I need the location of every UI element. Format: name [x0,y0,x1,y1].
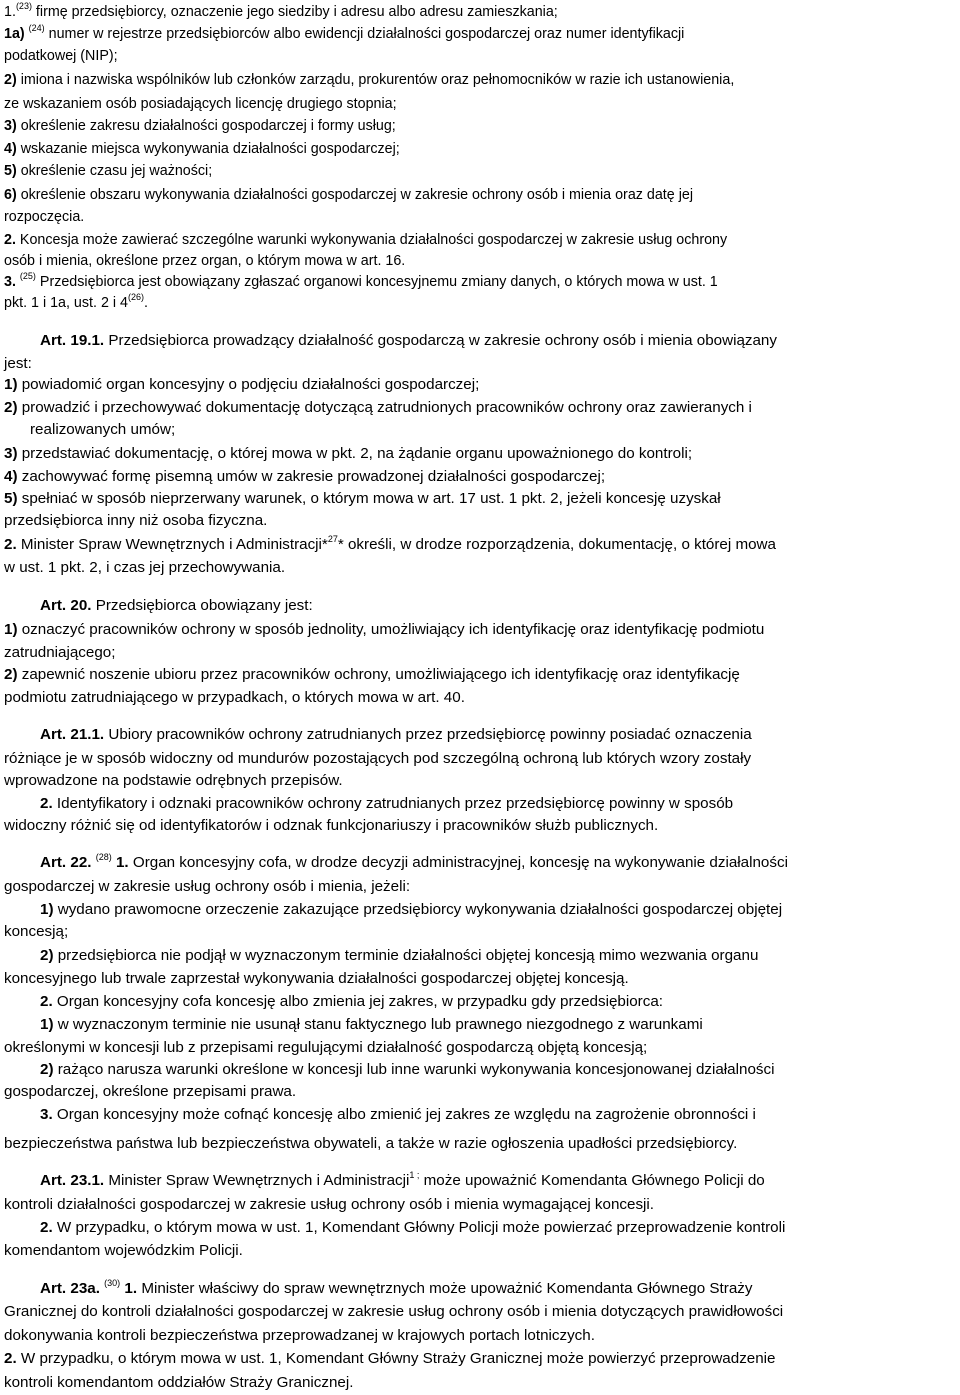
item-marker: 1) [40,1016,54,1033]
item-marker: 6) [4,187,17,203]
text-line [4,230,956,250]
text-segment: jest: [4,355,32,372]
item-marker: 2. [4,1350,17,1367]
footnote-ref: (25) [19,271,36,281]
text-segment: Minister Spraw Wewnętrznych i Administracji [104,1172,410,1189]
text-segment: komendantom wojewódzkim Policji. [4,1242,243,1259]
text-segment: Identyfikatory i odznaki pracowników ochrony zatrudnianych przez przedsiębiorcę powinny w sposób [52,795,734,812]
text-line [4,293,956,313]
text-line [4,643,956,663]
text-segment: osób i mienia, określone przez organ, o którym mowa w art. 16. [4,253,406,269]
text-line [4,70,956,90]
text-segment: wydano prawomocne orzeczenie zakazujące przedsiębiorcy wykonywania działalności gospodarczej objętej [53,901,783,918]
text-line [4,877,956,897]
item-marker: 1) [4,376,18,393]
item-marker: 2) [4,399,18,416]
text-segment: Przedsiębiorca prowadzący działalność gospodarczą w zakresie ochrony osób i mienia obowiązany [104,332,777,349]
text-segment: numer w rejestrze przedsiębiorców albo ewidencji działalności gospodarczej oraz numer identyfikacji [44,26,685,42]
text-line [4,596,956,616]
text-line [4,900,956,920]
text-segment: widoczny różnić się od identyfikatorów i odznak funkcjonariuszy i pracowników służb publicznych. [4,817,659,834]
item-marker: 2. [4,536,17,553]
item-marker: Art. 19.1. [40,332,105,349]
text-segment: * określi, w drodze rozporządzenia, dokumentację, o której mowa [337,536,776,553]
item-marker: 5) [4,490,18,507]
text-line [4,1241,956,1261]
text-segment: określenie czasu jej ważności; [16,163,213,179]
item-marker: 2. [40,1219,53,1236]
footnote-ref: (24) [28,23,45,33]
text-line [4,688,956,708]
item-marker: 2) [40,947,54,964]
text-segment: kontroli komendantom oddziałów Straży Granicznej. [4,1374,354,1391]
text-line [4,1279,956,1299]
text-segment: określenie zakresu działalności gospodarczej i formy usług; [16,118,396,134]
text-line [4,558,956,578]
text-line [4,116,956,136]
item-marker: 1) [4,621,18,638]
text-line [4,251,956,271]
text-line [4,816,956,836]
text-line [4,1302,956,1322]
text-segment: podmiotu zatrudniającego w przypadkach, o których mowa w art. 40. [4,689,465,706]
text-segment: przedsiębiorca nie podjął w wyznaczonym terminie działalności objętej koncesją mimo wezwania organu [53,947,759,964]
item-marker: 1) [40,901,54,918]
item-marker: Art. 23.1. [40,1172,105,1189]
text-segment: Minister właściwy do spraw wewnętrznych może upoważnić Komendanta Głównego Straży [137,1280,753,1297]
text-segment: gospodarczej w zakresie usług ochrony osób i mienia, jeżeli: [4,878,411,895]
text-line [4,1349,956,1369]
text-segment: powiadomić organ koncesyjny o podjęciu działalności gospodarczej; [17,376,480,393]
footnote-ref: (30) [104,1278,121,1288]
text-line [4,398,956,418]
text-segment: ze wskazaniem osób posiadających licencję drugiego stopnia; [4,96,397,112]
item-marker: 5) [4,163,17,179]
text-line [4,1326,956,1346]
text-line [4,1171,956,1191]
text-segment: Organ koncesyjny cofa koncesję albo zmienia jej zakres, w przypadku gdy przedsiębiorca: [52,993,664,1010]
text-line [4,1195,956,1215]
text-line [4,620,956,640]
footnote-ref: (23) [15,1,32,11]
text-segment: określenie obszaru wykonywania działalności gospodarczej w zakresie ochrony osób i mienia oraz datę jej [16,187,693,203]
text-segment: Organ koncesyjny cofa, w drodze decyzji administracyjnej, koncesję na wykonywanie działalności [128,854,788,871]
text-line [4,354,956,374]
text-line [4,139,956,159]
text-segment: W przypadku, o którym mowa w ust. 1, Komendant Główny Policji może powierzać przeprowadzenie kontroli [52,1219,786,1236]
text-segment: zapewnić noszenie ubioru przez pracowników ochrony, umożliwiającego ich identyfikację oraz identyfikację [17,666,740,683]
text-segment: spełniać w sposób nieprzerwany warunek, o którym mowa w art. 17 ust. 1 pkt. 2, jeżeli koncesję uzyskał [17,490,721,507]
footnote-ref: 1 ; [409,1170,420,1180]
item-marker: 3) [4,118,17,134]
text-segment: bezpieczeństwa państwa lub bezpieczeństwa obywateli, a także w razie ogłoszenia upadłości przedsiębiorcy. [4,1135,738,1152]
item-marker: Art. 23a. [40,1280,100,1297]
text-line [4,853,956,873]
text-line [4,272,956,292]
text-segment: rozpoczęcia. [4,209,85,225]
item-marker: 2. [40,993,53,1010]
text-segment: Minister Spraw Wewnętrznych i Administracji* [16,536,328,553]
text-segment: Przedsiębiorca jest obowiązany zgłaszać organowi koncesyjnemu zmiany danych, o których mowa w ust. 1 [35,274,718,290]
text-segment: w ust. 1 pkt. 2, i czas jej przechowywania. [4,559,286,576]
item-marker: Art. 20. [40,597,92,614]
item-marker: 2) [4,666,18,683]
text-segment: wskazanie miejsca wykonywania działalności gospodarczej; [16,141,400,157]
text-line [4,511,956,531]
text-segment: Ubiory pracowników ochrony zatrudnianych przez przedsiębiorcę powinny posiadać oznaczenia [104,726,752,743]
text-line [4,1082,956,1102]
text-line [4,922,956,942]
text-line [4,665,956,685]
text-line [4,375,956,395]
item-marker: 2) [4,72,17,88]
text-line [4,1038,956,1058]
item-marker: 1. [115,854,129,871]
footnote-ref: 27 [327,534,338,544]
text-segment: . [144,295,148,311]
item-marker: 1. [124,1280,138,1297]
text-segment: oznaczyć pracowników ochrony w sposób jednolity, umożliwiający ich identyfikację oraz identyfikację podmiotu [17,621,765,638]
text-segment: przedsiębiorca inny niż osoba fizyczna. [4,512,268,529]
text-segment: 1. [4,4,16,20]
text-segment: określonymi w koncesji lub z przepisami regulującymi działalność gospodarczą objętą koncesją; [4,1039,648,1056]
text-segment: przedstawiać dokumentację, o której mowa w pkt. 2, na żądanie organu upoważnionego do kontroli; [17,445,693,462]
footnote-ref: (26) [127,292,144,302]
text-segment: realizowanych umów; [30,421,176,438]
text-line [4,1015,956,1035]
item-marker: 1a) [4,26,25,42]
text-line [4,2,956,22]
text-line [4,946,956,966]
text-line [4,794,956,814]
text-line [4,161,956,181]
text-segment: pkt. 1 i 1a, ust. 2 i 4 [4,295,128,311]
text-line [4,489,956,509]
text-line [4,749,956,769]
text-segment: podatkowej (NIP); [4,48,118,64]
text-line [4,185,956,205]
text-segment: Koncesja może zawierać szczególne warunki wykonywania działalności gospodarczej w zakresie usług ochrony [15,232,728,248]
item-marker: Art. 22. [40,854,92,871]
text-line [4,207,956,227]
text-line [4,94,956,114]
text-segment: koncesją; [4,923,69,940]
item-marker: 4) [4,468,18,485]
item-marker: 2. [4,232,16,248]
text-line [4,1060,956,1080]
text-line [4,992,956,1012]
text-segment: zatrudniającego; [4,644,116,661]
text-line [4,771,956,791]
item-marker: 3) [4,445,18,462]
text-line [4,1218,956,1238]
item-marker: 3. [40,1106,53,1123]
item-marker: 4) [4,141,17,157]
text-segment: Przedsiębiorca obowiązany jest: [91,597,313,614]
text-segment: zachowywać formę pisemną umów w zakresie prowadzonej działalności gospodarczej; [17,468,606,485]
text-segment: W przypadku, o którym mowa w ust. 1, Komendant Główny Straży Granicznej może powierzyć przeprowadzenie [16,1350,776,1367]
text-segment: kontroli działalności gospodarczej w zakresie usług ochrony osób i mienia wymagającej koncesji. [4,1196,655,1213]
text-line [4,420,956,440]
text-segment: różniące je w sposób widoczny od mundurów pozostających pod szczególną ochroną lub których wzory zostały [4,750,752,767]
text-segment: Granicznej do kontroli działalności gospodarczej w zakresie usług ochrony osób i mienia dotyczących prawidłowości [4,1303,784,1320]
text-line [4,331,956,351]
text-line [4,535,956,555]
text-segment: koncesyjnego lub trwale zaprzestał wykonywania działalności gospodarczej objętej koncesją. [4,970,629,987]
text-line [4,725,956,745]
text-line [4,444,956,464]
text-line [4,1373,956,1393]
footnote-ref: (28) [95,852,112,862]
text-segment: w wyznaczonym terminie nie usunął stanu faktycznego lub prawnego niezgodnego z warunkami [53,1016,703,1033]
text-segment: Organ koncesyjny może cofnąć koncesję albo zmienić jej zakres ze względu na zagrożenie obronności i [52,1106,756,1123]
text-segment: prowadzić i przechowywać dokumentację dotyczącą zatrudnionych pracowników ochrony oraz zawieranych i [17,399,752,416]
text-line [4,1134,956,1154]
text-line [4,24,956,44]
item-marker: 3. [4,274,16,290]
item-marker: 2. [40,795,53,812]
text-segment: firmę przedsiębiorcy, oznaczenie jego siedziby i adresu albo adresu zamieszkania; [31,4,558,20]
text-line [4,467,956,487]
item-marker: Art. 21.1. [40,726,105,743]
item-marker: 2) [40,1061,54,1078]
text-segment: może upoważnić Komendanta Głównego Policji do [419,1172,765,1189]
text-segment: rażąco narusza warunki określone w koncesji lub inne warunki wykonywania koncesjonowanej działalności [53,1061,775,1078]
text-line [4,969,956,989]
text-line [4,46,956,66]
text-segment: wprowadzone na podstawie odrębnych przepisów. [4,772,343,789]
text-segment: imiona i nazwiska wspólników lub członków zarządu, prokurentów oraz pełnomocników w razie ich ustanowienia, [16,72,735,88]
text-segment: dokonywania kontroli bezpieczeństwa przeprowadzanej w krajowych portach lotniczych. [4,1327,595,1344]
text-segment: gospodarczej, określone przepisami prawa. [4,1083,297,1100]
text-line [4,1105,956,1125]
